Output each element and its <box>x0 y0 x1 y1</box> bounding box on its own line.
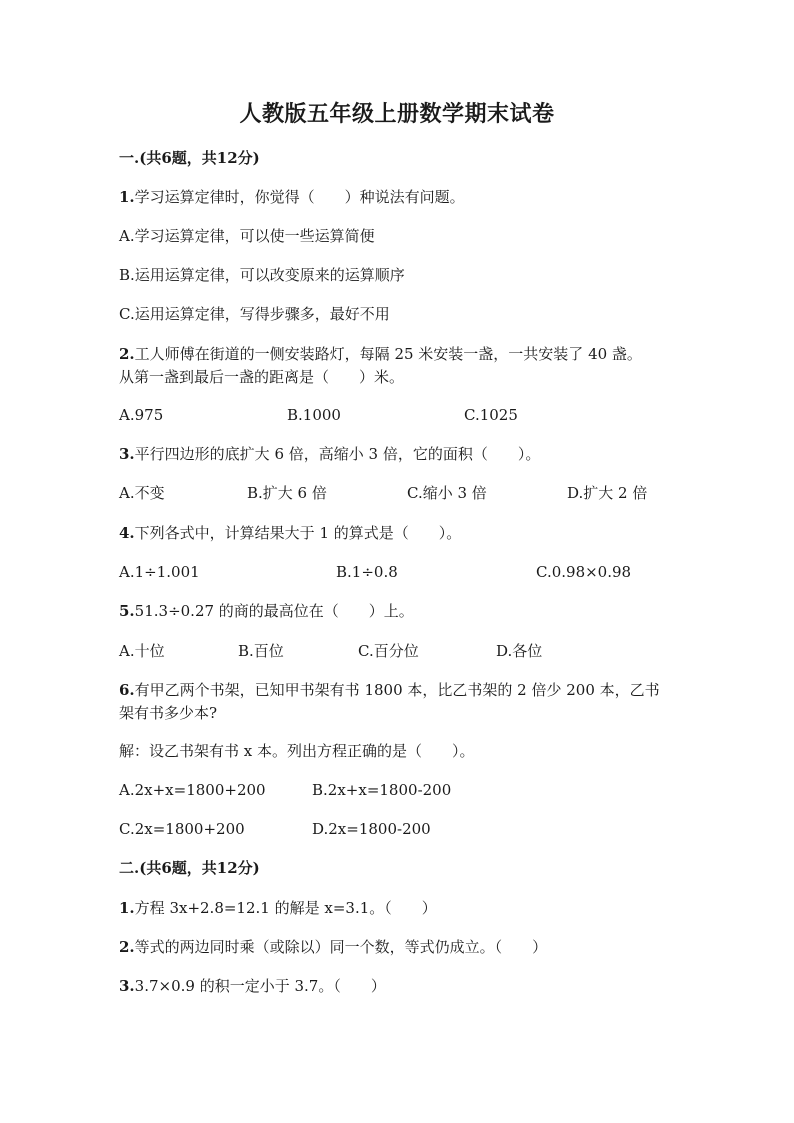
option-1-2-a: A.975 <box>119 406 164 424</box>
question-1-2 <box>119 343 642 365</box>
question-1-6-line2: 架有书多少本? <box>119 704 218 722</box>
question-text: 51.3÷0.27 的商的最高位在（ ）上。 <box>134 602 414 620</box>
option-1-4-c: C.0.98×0.98 <box>536 563 632 581</box>
question-number: 3. <box>119 977 135 995</box>
option-1-1-a: A.学习运算定律，可以使一些运算简便 <box>119 227 375 245</box>
option-1-6-a: A.2x+x=1800+200 <box>119 781 266 799</box>
page-title: 人教版五年级上册数学期末试卷 <box>239 101 555 127</box>
question-text: 方程 3x+2.8=12.1 的解是 x=3.1。（ ） <box>134 899 437 917</box>
question-text: 等式的两边同时乘（或除以）同一个数，等式仍成立。（ ） <box>134 938 548 956</box>
question-number: 2. <box>119 345 135 363</box>
question-1-4 <box>119 522 461 544</box>
question-1-6 <box>119 679 660 701</box>
option-1-5-d: D.各位 <box>496 642 543 660</box>
option-1-1-b: B.运用运算定律，可以改变原来的运算顺序 <box>119 266 405 284</box>
question-number: 2. <box>119 938 135 956</box>
question-number: 1. <box>119 188 135 206</box>
question-2-1 <box>119 897 437 919</box>
question-text-line1: 有甲乙两个书架，已知甲书架有书 1800 本，比乙书架的 2 倍少 200 本，乙书 <box>134 681 660 699</box>
option-1-2-b: B.1000 <box>287 406 341 424</box>
question-1-5 <box>119 600 414 622</box>
option-1-6-b: B.2x+x=1800-200 <box>312 781 452 799</box>
question-text: 下列各式中，计算结果大于 1 的算式是（ ）。 <box>134 524 462 542</box>
question-1-3 <box>119 443 540 465</box>
section-heading-2: 二.(共6题，共12分) <box>119 859 260 877</box>
question-1-2-line2: 从第一盏到最后一盏的距离是（ ）米。 <box>119 368 405 386</box>
question-2-3 <box>119 975 386 997</box>
question-text: 学习运算定律时，你觉得（ ）种说法有问题。 <box>134 188 465 206</box>
option-1-3-b: B.扩大 6 倍 <box>247 484 327 502</box>
option-1-4-a: A.1÷1.001 <box>119 563 200 581</box>
option-1-5-b: B.百位 <box>238 642 284 660</box>
option-1-2-c: C.1025 <box>464 406 518 424</box>
option-1-1-c: C.运用运算定律，写得步骤多，最好不用 <box>119 305 390 323</box>
option-1-6-c: C.2x=1800+200 <box>119 820 245 838</box>
question-number: 1. <box>119 899 135 917</box>
option-1-4-b: B.1÷0.8 <box>336 563 398 581</box>
question-text-line1: 工人师傅在街道的一侧安装路灯，每隔 25 米安装一盏，一共安装了 40 盏。 <box>134 345 642 363</box>
question-number: 6. <box>119 681 135 699</box>
question-number: 3. <box>119 445 135 463</box>
option-1-3-c: C.缩小 3 倍 <box>407 484 487 502</box>
option-1-5-a: A.十位 <box>119 642 165 660</box>
question-1-1 <box>119 186 465 208</box>
question-number: 4. <box>119 524 135 542</box>
question-1-6-solution: 解：设乙书架有书 x 本。列出方程正确的是（ ）。 <box>119 742 475 760</box>
question-text: 平行四边形的底扩大 6 倍，高缩小 3 倍，它的面积（ ）。 <box>134 445 541 463</box>
section-heading-1: 一.(共6题，共12分) <box>119 149 260 167</box>
question-text: 3.7×0.9 的积一定小于 3.7。（ ） <box>134 977 386 995</box>
option-1-3-a: A.不变 <box>119 484 165 502</box>
question-number: 5. <box>119 602 135 620</box>
option-1-5-c: C.百分位 <box>358 642 419 660</box>
option-1-3-d: D.扩大 2 倍 <box>567 484 648 502</box>
option-1-6-d: D.2x=1800-200 <box>312 820 431 838</box>
question-2-2 <box>119 936 547 958</box>
